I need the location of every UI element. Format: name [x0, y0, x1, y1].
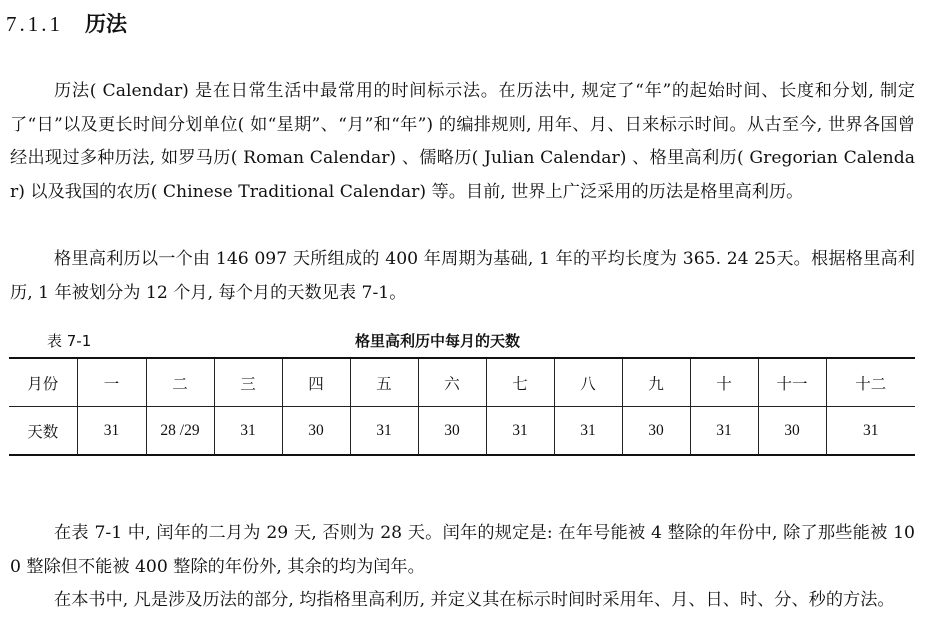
- month-cell: 四: [282, 358, 350, 407]
- section-heading: [6, 8, 127, 38]
- days-cell: 31: [690, 407, 758, 456]
- month-cell: 七: [486, 358, 554, 407]
- month-cell: 五: [350, 358, 418, 407]
- month-cell: 八: [554, 358, 622, 407]
- days-cell: 31: [826, 407, 915, 456]
- days-cell: 31: [554, 407, 622, 456]
- month-row: [9, 358, 915, 407]
- days-cell: 30: [418, 407, 486, 456]
- month-cell: 十: [690, 358, 758, 407]
- days-cell: 30: [282, 407, 350, 456]
- days-cell: 31: [77, 407, 146, 456]
- days-cell: 28 /29: [146, 407, 214, 456]
- days-cell: 30: [622, 407, 690, 456]
- days-cell: 31: [486, 407, 554, 456]
- month-cell: 六: [418, 358, 486, 407]
- section-number: 7.1.1: [6, 12, 63, 36]
- paragraph-leap-year-rule: 在表 7-1 中, 闰年的二月为 29 天, 否则为 28 天。闰年的规定是: 在年号能被 4 整除的年份中, 除了那些能被 100 整除但不能被 400 整除的年份外, 其余的均为闰年。: [10, 523, 915, 577]
- paragraph-gregorian-cycle: 格里高利历以一个由 146 097 天所组成的 400 年周期为基础, 1 年的平均长度为 365. 24 25天。根据格里高利历, 1 年被划分为 12 个月, 每个月的天数见表 7-1。: [10, 249, 915, 303]
- table-title: 格里高利历中每月的天数: [355, 332, 521, 350]
- days-cell: 31: [214, 407, 282, 456]
- month-cell: 三: [214, 358, 282, 407]
- paragraph-calendar-intro: 历法( Calendar) 是在日常生活中最常用的时间标示法。在历法中, 规定了“年”的起始时间、长度和分划, 制定了“日”以及更长时间分划单位( 如“星期”、“月”和“年”) 的编排规则, 用年、月、日来标示时间。从古至今, 世界各国曾经出现过多种历法, 如罗马历( Roman Calendar) 、儒略历( Julian Calendar) 、格里高利历( Gregorian Calendar) 以及我国的农历( Chinese Traditional Calendar) 等。目前, 世界上广泛采用的历法是格里高利历。: [10, 81, 915, 202]
- days-per-month-table: [9, 357, 915, 456]
- month-cell: 二: [146, 358, 214, 407]
- paragraph-book-convention: 在本书中, 凡是涉及历法的部分, 均指格里高利历, 并定义其在标示时间时采用年、月、日、时、分、秒的方法。: [54, 590, 895, 611]
- days-cell: 30: [758, 407, 826, 456]
- days-cell: 31: [350, 407, 418, 456]
- month-cell: 一: [77, 358, 146, 407]
- month-cell: 十一: [758, 358, 826, 407]
- month-cell: 十二: [826, 358, 915, 407]
- month-cell: 九: [622, 358, 690, 407]
- days-row: [9, 407, 915, 456]
- row-header-month: 月份: [9, 358, 77, 407]
- table-label: 表 7-1: [47, 332, 92, 350]
- row-header-days: 天数: [9, 407, 77, 456]
- section-title: 历法: [85, 12, 127, 36]
